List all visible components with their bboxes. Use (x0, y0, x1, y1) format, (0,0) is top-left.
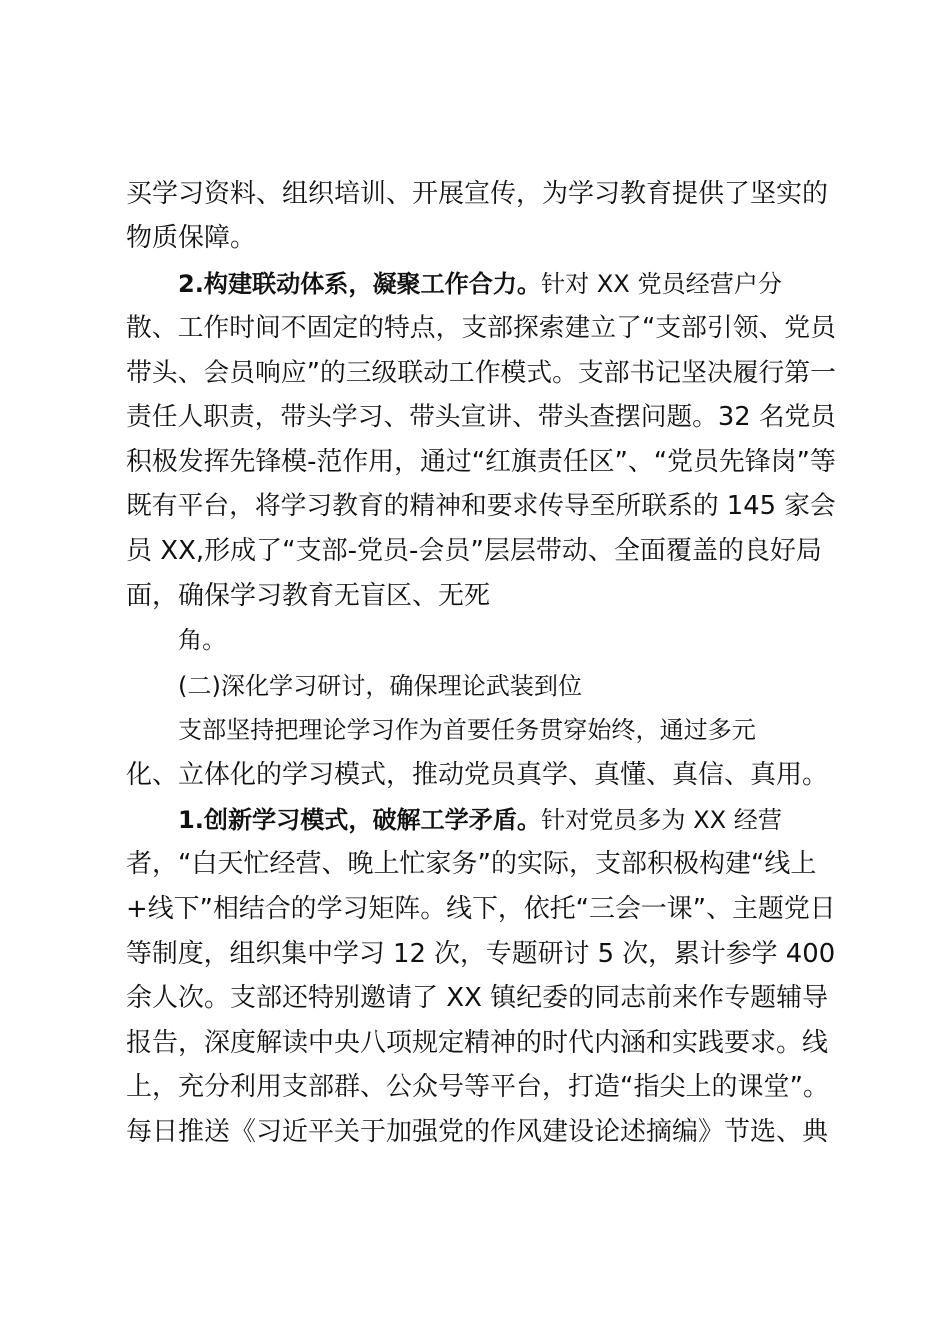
body-line: 余人次。支部还特别邀请了 XX 镇纪委的同志前来作专题辅导 (126, 983, 829, 1013)
body-line: 责任人职责，带头学习、带头宣讲、带头查摆问题。32 名党员 (126, 402, 837, 432)
body-line: 散、工作时间不固定的特点，支部探索建立了“支部引领、党员 (126, 313, 836, 343)
body-line: 报告，深度解读中央八项规定精神的时代内涵和实践要求。线 (126, 1028, 829, 1058)
body-line: 支部坚持把理论学习作为首要任务贯穿始终，通过多元 (178, 716, 756, 744)
body-line: 员 XX,形成了“支部-党员-会员”层层带动、全面覆盖的良好局 (126, 536, 822, 566)
body-line: 物质保障。 (126, 223, 257, 253)
body-line: 化、立体化的学习模式，推动党员真学、真懂、真信、真用。 (126, 760, 829, 790)
bold-heading: 1.创新学习模式，破解工学矛盾。 (178, 806, 541, 834)
subsection-title: (二)深化学习研讨，确保理论武装到位 (178, 672, 583, 700)
body-line: 买学习资料、组织培训、开展宣传，为学习教育提供了坚实的 (126, 179, 829, 209)
body-line: 每日推送《习近平关于加强党的作风建设论述摘编》节选、典 (126, 1117, 829, 1147)
body-line: 等制度，组织集中学习 12 次，专题研讨 5 次，累计参学 400 (126, 939, 836, 969)
body-line: 面，确保学习教育无盲区、无死 (126, 581, 491, 611)
body-line: 既有平台，将学习教育的精神和要求传导至所联系的 145 家会 (126, 491, 836, 521)
body-line: 带头、会员响应”的三级联动工作模式。支部书记坚决履行第一 (126, 358, 836, 388)
bold-heading: 2.构建联动体系，凝聚工作合力。 (178, 270, 541, 298)
body-line: 积极发挥先锋模-范作用，通过“红旗责任区”、“党员先锋岗”等 (126, 447, 836, 477)
body-line: +线下”相结合的学习矩阵。线下，依托“三会一课”、主题党日 (126, 894, 836, 924)
section-heading-line: 2.构建联动体系，凝聚工作合力。针对 XX 党员经营户分 (178, 270, 782, 298)
body-line: 上，充分利用支部群、公众号等平台，打造“指尖上的课堂”。 (126, 1072, 829, 1102)
body-line: 者，“白天忙经营、晚上忙家务”的实际，支部积极构建“线上 (126, 849, 817, 879)
body-line: 角。 (178, 626, 227, 654)
section-heading-line: 1.创新学习模式，破解工学矛盾。针对党员多为 XX 经营 (178, 806, 782, 834)
